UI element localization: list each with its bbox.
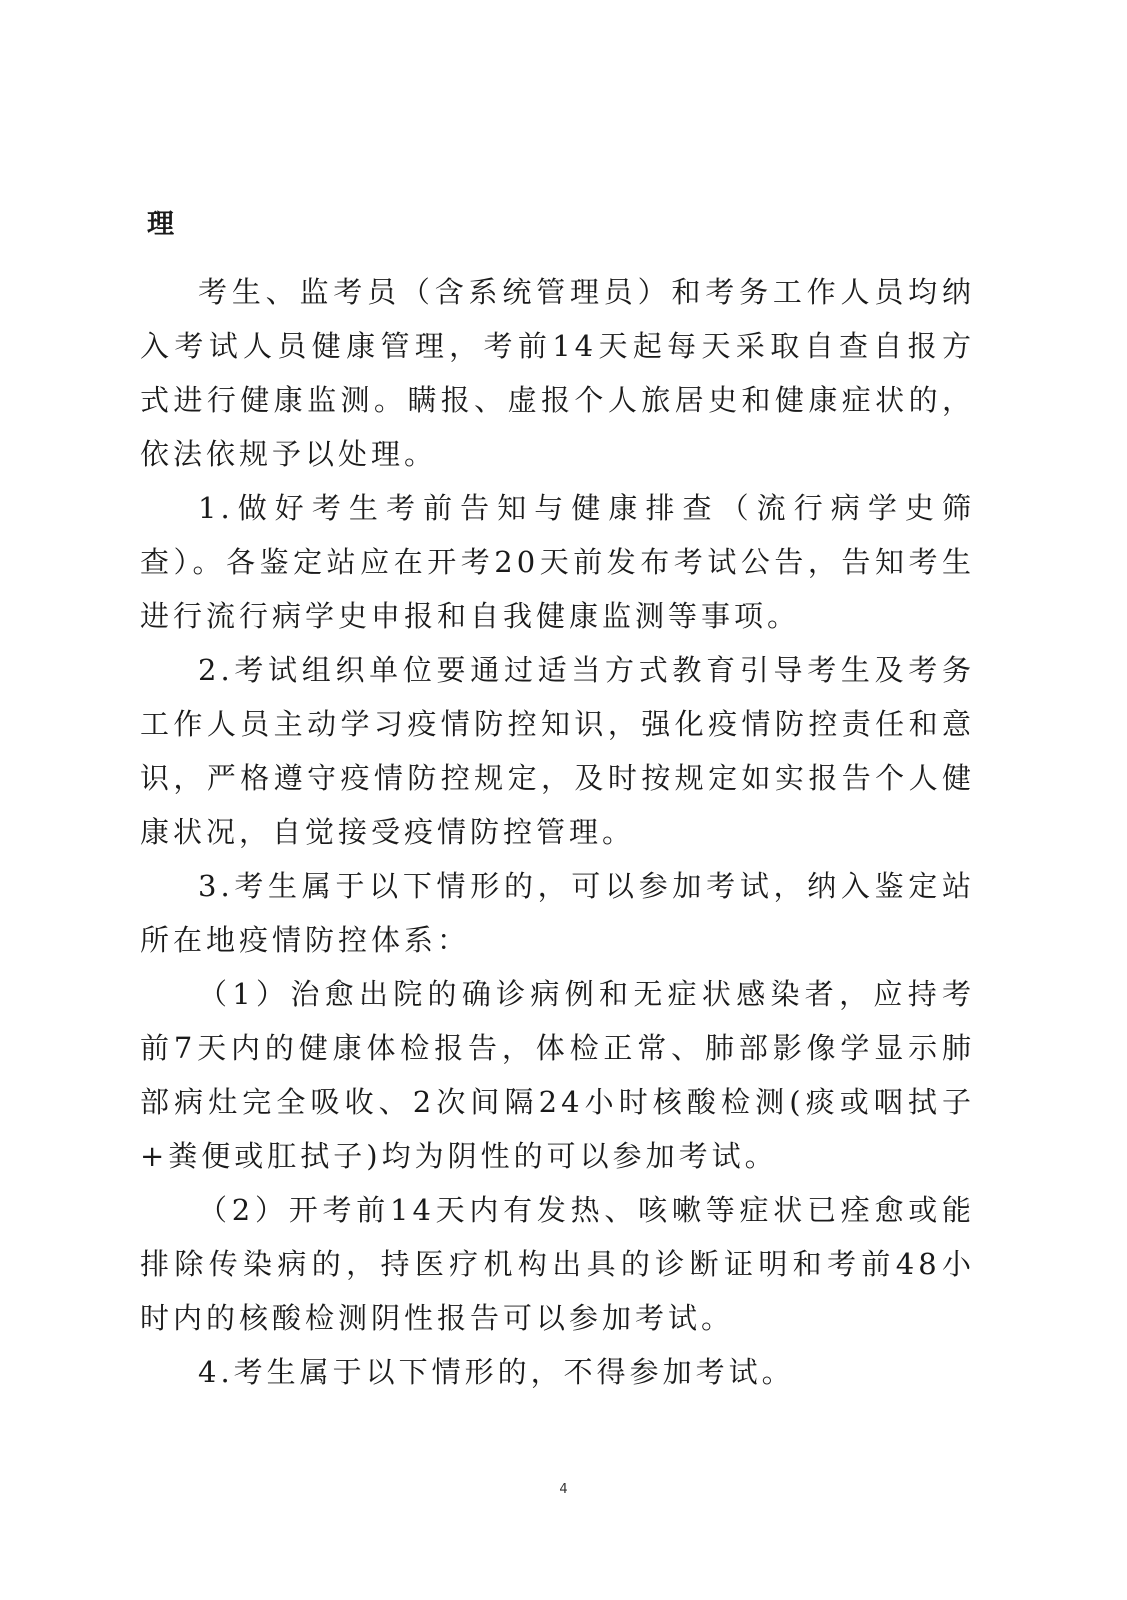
- paragraph-item-2: 2.考试组织单位要通过适当方式教育引导考生及考务工作人员主动学习疫情防控知识，强化疫情防控责任和意识，严格遵守疫情防控规定，及时按规定如实报告个人健康状况，自觉接受疫情防控管理。: [140, 653, 975, 849]
- continued-text-fragment: 理: [147, 209, 174, 240]
- paragraph-item-4: 4.考生属于以下情形的，不得参加考试。: [198, 1355, 795, 1389]
- document-body: [140, 265, 975, 1399]
- paragraph-item-1: 1.做好考生考前告知与健康排查（流行病学史筛查）。各鉴定站应在开考20天前发布考试公告，告知考生进行流行病学史申报和自我健康监测等事项。: [140, 491, 975, 633]
- page-number: 4: [559, 1482, 568, 1497]
- paragraph-item-3-sub-1: （1）治愈出院的确诊病例和无症状感染者，应持考前7天内的健康体检报告，体检正常、肺部影像学显示肺部病灶完全吸收、2次间隔24小时核酸检测(痰或咽拭子+粪便或肛拭子)均为阴性的可以参加考试。: [140, 977, 975, 1173]
- paragraph-item-3-sub-2: （2）开考前14天内有发热、咳嗽等症状已痊愈或能排除传染病的，持医疗机构出具的诊断证明和考前48小时内的核酸检测阴性报告可以参加考试。: [140, 1193, 975, 1335]
- paragraph-health-management: 考生、监考员（含系统管理员）和考务工作人员均纳入考试人员健康管理，考前14天起每天采取自查自报方式进行健康监测。瞒报、虚报个人旅居史和健康症状的，依法依规予以处理。: [140, 275, 975, 471]
- paragraph-item-3: 3.考生属于以下情形的，可以参加考试，纳入鉴定站所在地疫情防控体系：: [140, 869, 975, 957]
